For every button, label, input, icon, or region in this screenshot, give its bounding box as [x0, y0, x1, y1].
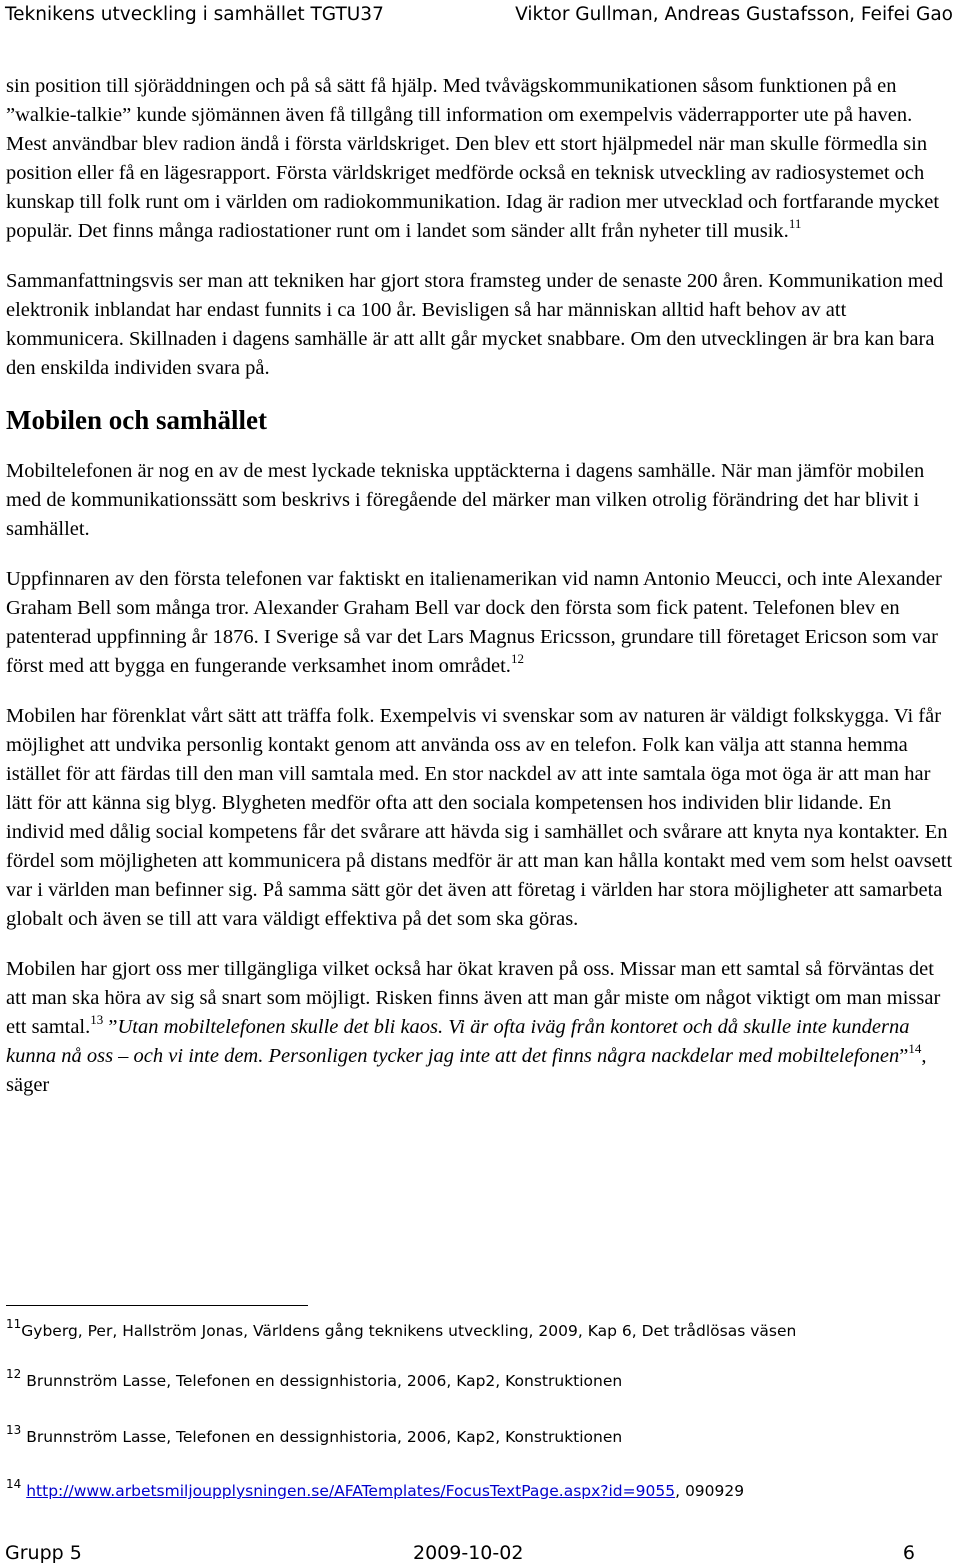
paragraph-inventor — [6, 565, 954, 681]
footnote-ref-14[interactable]: 14 — [908, 1041, 922, 1056]
footnote-ref-12[interactable]: 12 — [510, 651, 524, 666]
footer-group: Grupp 5 — [5, 1542, 82, 1564]
page-header — [5, 0, 955, 32]
header-authors: Viktor Gullman, Andreas Gustafsson, Feifei Gao — [515, 4, 953, 25]
paragraph-text: Mobilen har gjort oss mer tillgängliga vilket också har ökat kraven på oss. Missar man ett samtal så förväntas det att man ska höra av sig så snart som möjligt. Risken finns även att man går miste om något viktigt om man missar ett samtal. — [6, 958, 941, 1038]
footnote-text: Brunnström Lasse, Telefonen en dessignhistoria, 2006, Kap2, Konstruktionen — [21, 1428, 623, 1446]
paragraph-text: Uppfinnaren av den första telefonen var faktiskt en italienamerikan vid namn Antonio Meucci, och inte Alexander Graham Bell som många tror. Alexander Graham Bell var dock den första som fick patent. Telefonen blev en patenterad uppfinning år 1876. I Sverige så var det Lars Magnus Ericsson, grundare till företaget Ericson som var först med att bygga en fungerande verksamhet inom området. — [6, 568, 942, 677]
paragraph-radio — [6, 72, 954, 246]
page-footer — [5, 1538, 955, 1568]
footer-page-number: 6 — [902, 1542, 915, 1564]
footnote-text: , 090929 — [675, 1482, 745, 1500]
footnote-link[interactable]: http://www.arbetsmiljoupplysningen.se/AFATemplates/FocusTextPage.aspx?id=9055 — [26, 1482, 676, 1500]
footnote-text: Gyberg, Per, Hallström Jonas, Världens gång teknikens utveckling, 2009, Kap 6, Det trådlösas väsen — [21, 1322, 797, 1340]
footnote-ref-11[interactable]: 11 — [788, 216, 802, 231]
document-body — [6, 72, 954, 1121]
paragraph-summary: Sammanfattningsvis ser man att tekniken har gjort stora framsteg under de senaste 200 åren. Kommunikation med elektronik inblandat har endast funnits i ca 100 år. Bevisligen så har människan alltid haft behov av att kommunicera. Skillnaden i dagens samhälle är att allt går mycket snabbare. Om den utvecklingen är bra kan bara den enskilda individen svara på. — [6, 270, 944, 379]
paragraph-text-end: , säger — [6, 1045, 927, 1096]
footnote-number: 13 — [6, 1423, 22, 1437]
open-quote: ” — [103, 1016, 118, 1038]
footnote-13 — [6, 1423, 623, 1446]
footnote-number: 14 — [6, 1477, 22, 1491]
close-quote: ” — [899, 1045, 909, 1067]
paragraph-text: sin position till sjöräddningen och på så sätt få hjälp. Med tvåvägskommunikationen såsom funktionen på en ”walkie-talkie” kunde sjömännen även få tillgång till information om exempelvis väderrapporter ute på haven. Mest användbar blev radion ändå i första världskriget. Den blev ett stort hjälpmedel när man skulle förmedla sin position eller få en lägesrapport. Första världskriget medförde också en teknisk utveckling av radiosystemet och kunskap till folk runt om i världen om radiokommunikation. Idag är radion mer utvecklad och fortfarande mycket populär. Det finns många radiostationer runt om i landet som sänder allt från nyheter till musik. — [6, 75, 940, 242]
footer-date: 2009-10-02 — [413, 1542, 524, 1564]
footnote-separator — [6, 1305, 308, 1306]
footnote-number: 12 — [6, 1367, 22, 1381]
paragraph-mobile-intro: Mobiltelefonen är nog en av de mest lyckade tekniska upptäckterna i dagens samhälle. När man jämför mobilen med de kommunikationssätt som beskrivs i föregående del märker man vilken otrolig förändring det har blivit i samhället. — [6, 460, 925, 540]
footnote-11 — [6, 1317, 797, 1340]
footnote-number: 11 — [6, 1317, 22, 1331]
footnote-12 — [6, 1367, 623, 1390]
footnote-text: Brunnström Lasse, Telefonen en dessignhistoria, 2006, Kap2, Konstruktionen — [21, 1372, 623, 1390]
header-course-title: Teknikens utveckling i samhället TGTU37 — [5, 4, 384, 25]
footnote-ref-13[interactable]: 13 — [90, 1012, 104, 1027]
section-heading: Mobilen och samhället — [6, 405, 267, 435]
paragraph-availability — [6, 955, 954, 1100]
paragraph-social: Mobilen har förenklat vårt sätt att träffa folk. Exempelvis vi svenskar som av naturen är väldigt folkskygga. Vi får möjlighet att undvika personlig kontakt genom att använda oss av en telefon. Folk kan välja att stanna hemma istället för att färdas till den man vill samtala med. En stor nackdel av att inte samtala öga mot öga är att man har lätt för att känna sig blyg. Blygheten medför ofta att den sociala kompetensen hos individen blir lidande. En individ med dålig social kompetens får det svårare att hävda sig i samhället och svårare att knyta nya kontakter. En fördel som möjligheten att kommunicera på distans medför är att man kan hålla kontakt med vem som helst oavsett var i världen man befinner sig. På samma sätt gör det även att företag i världen har stora möjligheter att samarbeta globalt och även se till att vara väldigt effektiva på det som ska göras. — [6, 705, 953, 930]
quote-text: Utan mobiltelefonen skulle det bli kaos. Vi är ofta iväg från kontoret och då skulle inte kunderna kunna nå oss – och vi inte dem. Personligen tycker jag inte att det finns några nackdelar med mobiltelefonen — [6, 1016, 910, 1067]
footnote-14 — [6, 1477, 745, 1500]
